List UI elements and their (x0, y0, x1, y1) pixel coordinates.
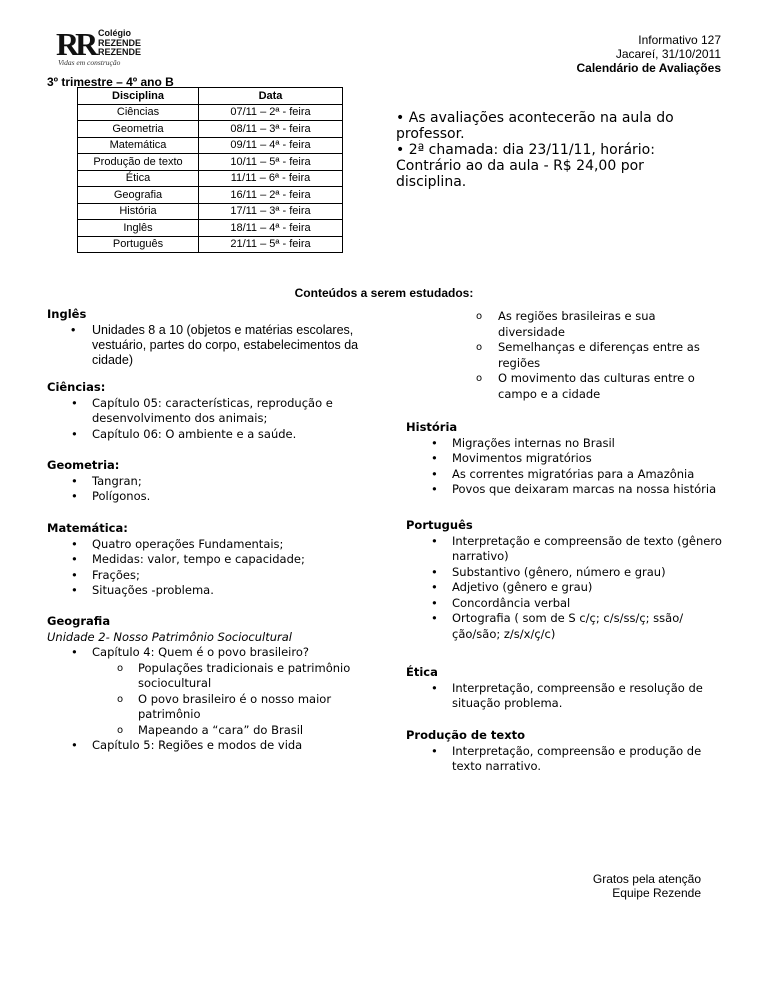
section-producao (406, 728, 726, 775)
document-header (576, 33, 721, 75)
logo-mark: RR (56, 26, 95, 62)
trimestre-label: 3º trimestre – 4º ano B (47, 75, 174, 89)
bullet-list (47, 738, 377, 754)
list-item: • Ortografia ( som de S c/ç; c/s/ss/ç; ssão/ção/são; z/s/x/ç/c) (406, 611, 726, 642)
table-cell: Ciências (78, 104, 199, 121)
sub-list-item: o O movimento das culturas entre o campo e a cidade (406, 371, 726, 402)
table-row (78, 187, 343, 204)
table-cell: Matemática (78, 137, 199, 154)
section-title: Ética (406, 665, 438, 679)
list-item: • Capítulo 5: Regiões e modos de vida (47, 738, 377, 754)
section-title: História (406, 420, 458, 434)
table-cell: Português (78, 236, 199, 253)
list-item: • Capítulo 06: O ambiente e a saúde. (47, 427, 377, 443)
table-row (78, 154, 343, 171)
signature-footer (593, 872, 701, 900)
list-item: • Medidas: valor, tempo e capacidade; (47, 552, 377, 568)
bullet-list (47, 537, 377, 599)
table-cell: Ética (78, 170, 199, 187)
table-cell: 16/11 – 2ª - feira (199, 187, 343, 204)
list-item: • Quatro operações Fundamentais; (47, 537, 377, 553)
section-title: Produção de texto (406, 728, 526, 742)
table-row (78, 137, 343, 154)
calendar-table (77, 87, 343, 253)
list-item: • Adjetivo (gênero e grau) (406, 580, 726, 596)
table-row (78, 104, 343, 121)
bullet-list (406, 534, 726, 643)
sub-list-item: o Mapeando a “cara” do Brasil (47, 723, 377, 739)
list-item: • Interpretação e compreensão de texto (gênero narrativo) (406, 534, 726, 565)
header-date: Jacareí, 31/10/2011 (615, 47, 721, 61)
section-geometria (47, 458, 377, 505)
section-etica (406, 665, 726, 712)
logo-line1: Colégio (98, 28, 131, 38)
note-text: 2ª chamada: dia 23/11/11, horário: Contrário ao da aula - R$ 24,00 por disciplina. (396, 142, 655, 190)
section-title: Inglês (47, 307, 87, 321)
sub-list-item: o As regiões brasileiras e sua diversidade (406, 309, 726, 340)
list-item: • Concordância verbal (406, 596, 726, 612)
bullet-list (47, 474, 377, 505)
list-item: • Migrações internas no Brasil (406, 436, 726, 452)
section-title: Matemática: (47, 521, 128, 535)
table-row (78, 220, 343, 237)
section-ciencias (47, 380, 377, 442)
footer-team: Equipe Rezende (612, 886, 701, 900)
section-title: Geografia (47, 614, 111, 628)
table-cell: Inglês (78, 220, 199, 237)
section-subtitle: Unidade 2- Nosso Patrimônio Sociocultural (47, 629, 293, 644)
table-row (78, 236, 343, 253)
section-geografia-continued (406, 309, 726, 402)
list-item: • Interpretação, compreensão e produção de texto narrativo. (406, 744, 726, 775)
table-cell: 11/11 – 6ª - feira (199, 170, 343, 187)
list-item: • As correntes migratórias para a Amazônia (406, 467, 726, 483)
section-title: Geometria: (47, 458, 120, 472)
table-cell: 10/11 – 5ª - feira (199, 154, 343, 171)
section-title: Ciências: (47, 380, 106, 394)
list-item: • Capítulo 05: características, reprodução e desenvolvimento dos animais; (47, 396, 377, 427)
section-matematica (47, 521, 377, 599)
table-cell: Geografia (78, 187, 199, 204)
list-item: • Substantivo (gênero, número e grau) (406, 565, 726, 581)
table-header-disciplina: Disciplina (78, 88, 199, 105)
note-item: • 2ª chamada: dia 23/11/11, horário: Contrário ao da aula - R$ 24,00 por disciplina. (396, 142, 655, 190)
list-item: • Interpretação, compreensão e resolução de situação problema. (406, 681, 726, 712)
list-item: • Polígonos. (47, 489, 377, 505)
table-row (78, 170, 343, 187)
bullet-list (406, 436, 726, 498)
table-cell: 09/11 – 4ª - feira (199, 137, 343, 154)
table-row (78, 203, 343, 220)
table-cell: 07/11 – 2ª - feira (199, 104, 343, 121)
table-cell: 18/11 – 4ª - feira (199, 220, 343, 237)
logo-line3: REZENDE (98, 47, 142, 57)
sub-list-item: o Populações tradicionais e patrimônio sociocultural (47, 661, 377, 692)
sub-list (47, 661, 377, 739)
list-item: • Povos que deixaram marcas na nossa história (406, 482, 726, 498)
conteudos-heading: Conteúdos a serem estudados: (294, 286, 474, 300)
section-ingles (47, 307, 377, 368)
header-informativo: Informativo 127 (638, 33, 721, 47)
table-cell: 08/11 – 3ª - feira (199, 121, 343, 138)
table-header-data: Data (199, 88, 343, 105)
list-item: • Unidades 8 a 10 (objetos e matérias escolares, vestuário, partes do corpo, estabelecimentos da cidade) (47, 323, 377, 368)
bullet-list (47, 396, 377, 443)
table-cell: Geometria (78, 121, 199, 138)
logo-line2: REZENDE (98, 37, 142, 48)
section-geografia (47, 614, 377, 754)
section-portugues (406, 518, 726, 642)
logo-slogan: Vidas em construção (58, 58, 121, 67)
footer-thanks: Gratos pela atenção (592, 872, 701, 886)
table-row (78, 121, 343, 138)
list-item: • Movimentos migratórios (406, 451, 726, 467)
sub-list-item: o Semelhanças e diferenças entre as regiões (406, 340, 726, 371)
note-item: • As avaliações acontecerão na aula do professor. (396, 110, 674, 142)
header-title: Calendário de Avaliações (576, 61, 721, 75)
bullet-list (47, 323, 377, 368)
bullet-list (406, 681, 726, 712)
logo-text (98, 29, 141, 58)
list-item: • Capítulo 4: Quem é o povo brasileiro? (47, 645, 377, 661)
table-cell: 17/11 – 3ª - feira (199, 203, 343, 220)
table-cell: História (78, 203, 199, 220)
list-item: • Tangran; (47, 474, 377, 490)
bullet-list (47, 645, 377, 661)
section-title: Português (406, 518, 473, 532)
bullet-list (406, 744, 726, 775)
table-cell: Produção de texto (78, 154, 199, 171)
sub-list-item: o O povo brasileiro é o nosso maior patrimônio (47, 692, 377, 723)
sub-list (406, 309, 726, 402)
school-logo (56, 28, 146, 70)
list-item: • Frações; (47, 568, 377, 584)
section-historia (406, 420, 726, 498)
note-text: As avaliações acontecerão na aula do professor. (396, 110, 674, 142)
notes-box (396, 110, 716, 190)
table-header-row (78, 88, 343, 105)
table-cell: 21/11 – 5ª - feira (199, 236, 343, 253)
list-item: • Situações -problema. (47, 583, 377, 599)
